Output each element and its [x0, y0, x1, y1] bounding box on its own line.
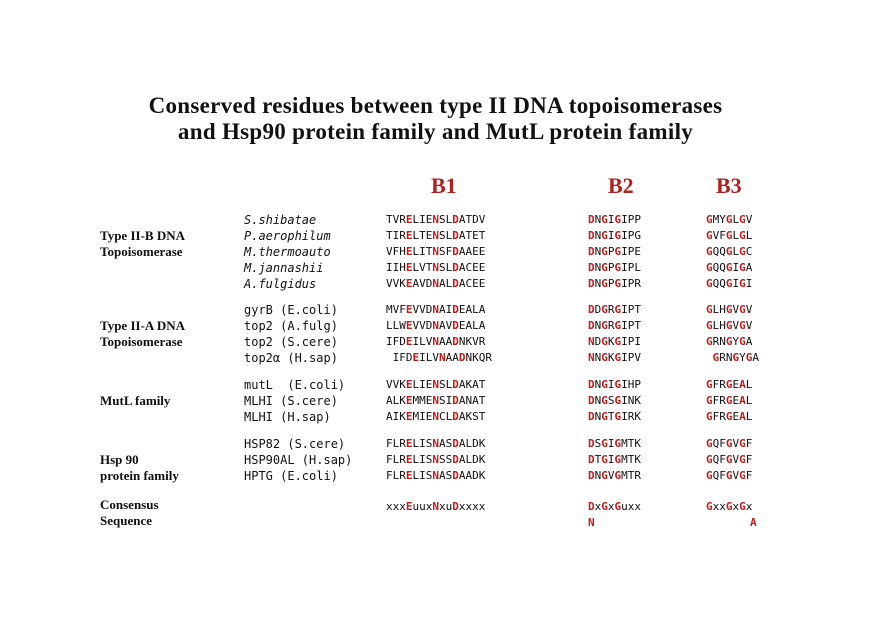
sequence-b2: DNGIGIPP — [588, 213, 641, 226]
group-label-hsp90 — [100, 452, 179, 484]
sequence-b3: GQFGVGF — [706, 437, 753, 450]
sequence-b1: FLRELISNSSDALDK — [386, 453, 486, 466]
organism-label: MLHI (S.cere) — [244, 394, 338, 408]
organism-label: S.shibatae — [244, 213, 317, 227]
consensus-label-line: Consensus — [100, 497, 159, 512]
header-b2: B2 — [608, 173, 634, 198]
sequence-b2: DTGIGMTK — [588, 453, 641, 466]
sequence-b3: GQFGVGF — [706, 453, 753, 466]
consensus-b2-alt: N — [588, 516, 595, 529]
organism-label: HSP82 (S.cere) — [244, 437, 346, 451]
sequence-b1: VVKELIENSLDAKAT — [386, 378, 486, 391]
organism-label: HSP90AL (H.sap) — [244, 453, 353, 467]
sequence-b2: DNGRGIPT — [588, 319, 641, 332]
consensus-b1: xxxEuuxNxuDxxxx — [386, 500, 486, 513]
sequence-b1: TVRELIENSLDATDV — [386, 213, 486, 226]
consensus-b2: DxGxGuxx — [588, 500, 641, 513]
sequence-b1: VFHELITNSFDAAEE — [386, 245, 486, 258]
sequence-b1: TIRELTENSLDATET — [386, 229, 486, 242]
sequence-b1: VVKEAVDNALDACEE — [386, 277, 486, 290]
sequence-b1: ALKEMMENSIDANAT — [386, 394, 486, 407]
consensus-b3: GxxGxGx — [706, 500, 753, 513]
group-label-line: MutL family — [100, 393, 171, 408]
header-b3: B3 — [716, 173, 742, 198]
sequence-b1: IFDEILVNAADNKQR — [392, 351, 492, 364]
sequence-b2: DNGPGIPL — [588, 261, 641, 274]
sequence-b1: IIHELVTNSLDACEE — [386, 261, 486, 274]
sequence-b3: GQQGIGA — [706, 261, 753, 274]
organism-label: A.fulgidus — [244, 277, 317, 291]
group-label-line: Topoisomerase — [100, 244, 183, 259]
consensus-label-line: Sequence — [100, 513, 152, 528]
group-label-type-iib — [100, 228, 185, 260]
sequence-b3: GQFGVGF — [706, 469, 753, 482]
sequence-b3: GFRGEAL — [706, 410, 753, 423]
organism-label: top2 (A.fulg) — [244, 319, 338, 333]
organism-label: HPTG (E.coli) — [244, 469, 338, 483]
sequence-b3: GLHGVGV — [706, 303, 753, 316]
sequence-b2: NNGKGIPV — [588, 351, 641, 364]
sequence-b1: FLRELISNASDAADK — [386, 469, 486, 482]
sequence-b3: GQQGIGI — [706, 277, 753, 290]
sequence-b2: DNGPGIPR — [588, 277, 641, 290]
organism-label: M.jannashii — [244, 261, 324, 275]
organism-label: M.thermoauto — [244, 245, 331, 259]
sequence-b1: MVFEVVDNAIDEALA — [386, 303, 486, 316]
sequence-b3: GLHGVGV — [706, 319, 753, 332]
sequence-b1: AIKEMIENCLDAKST — [386, 410, 486, 423]
group-label-line: protein family — [100, 468, 179, 483]
organism-label: top2α (H.sap) — [244, 351, 338, 365]
group-label-type-iia — [100, 318, 185, 350]
group-label-line: Type II-A DNA — [100, 318, 185, 333]
sequence-b2: DNGIGIHP — [588, 378, 641, 391]
sequence-b2: DSGIGMTK — [588, 437, 641, 450]
organism-label: top2 (S.cere) — [244, 335, 338, 349]
sequence-b2: DNGTGIRK — [588, 410, 641, 423]
sequence-b2: DNGPGIPE — [588, 245, 641, 258]
consensus-label — [100, 497, 159, 529]
organism-label: gyrB (E.coli) — [244, 303, 338, 317]
title-line-1: Conserved residues between type II DNA topoisomerases — [148, 93, 723, 118]
organism-label: mutL (E.coli) — [244, 378, 346, 392]
group-label-line: Type II-B DNA — [100, 228, 185, 243]
sequence-b3: GFRGEAL — [706, 394, 753, 407]
group-label-line: Topoisomerase — [100, 334, 183, 349]
sequence-b3: GRNGYGA — [706, 335, 753, 348]
sequence-b1: IFDEILVNAADNKVR — [386, 335, 486, 348]
sequence-b2: DDGRGIPT — [588, 303, 641, 316]
title-line-2: and Hsp90 protein family and MutL protein family — [177, 119, 694, 144]
sequence-b3: GVFGLGL — [706, 229, 753, 242]
sequence-b2: DNGVGMTR — [588, 469, 641, 482]
sequence-b2: NDGKGIPI — [588, 335, 641, 348]
consensus-b3-alt: A — [750, 516, 757, 529]
group-label-line: Hsp 90 — [100, 452, 139, 467]
header-b1: B1 — [431, 173, 457, 198]
sequence-b1: LLWEVVDNAVDEALA — [386, 319, 486, 332]
sequence-b3: GMYGLGV — [706, 213, 753, 226]
sequence-b3: GRNGYGA — [712, 351, 759, 364]
organism-label: P.aerophilum — [244, 229, 331, 243]
sequence-b2: DNGIGIPG — [588, 229, 641, 242]
sequence-b2: DNGSGINK — [588, 394, 641, 407]
sequence-b3: GFRGEAL — [706, 378, 753, 391]
group-label-mutl — [100, 393, 170, 409]
organism-label: MLHI (H.sap) — [244, 410, 331, 424]
sequence-b1: FLRELISNASDALDK — [386, 437, 486, 450]
sequence-b3: GQQGLGC — [706, 245, 753, 258]
